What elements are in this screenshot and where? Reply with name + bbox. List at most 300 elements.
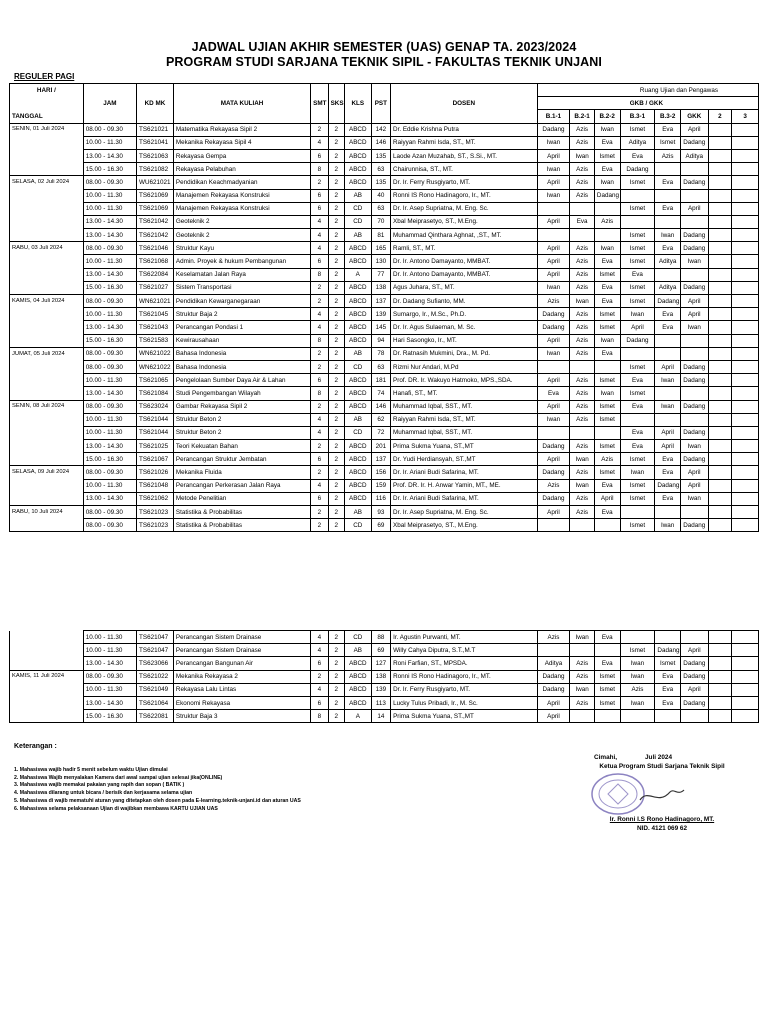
cell-dosen: Dr. Ir. Ferry Rusgiyarto, MT. xyxy=(391,683,538,696)
cell-room-2 xyxy=(708,644,732,657)
cell-room-3 xyxy=(732,696,759,709)
table-row xyxy=(10,683,759,696)
header-pst: PST xyxy=(371,84,390,124)
cell-kls: ABCD xyxy=(344,308,371,321)
cell-room-3 xyxy=(732,519,759,532)
cell-jam: 08.00 - 09.30 xyxy=(83,670,136,683)
cell-pst: 127 xyxy=(371,657,390,670)
cell-sks: 2 xyxy=(328,295,344,308)
cell-room-b22: Iwan xyxy=(594,334,620,347)
cell-room-b11: Iwan xyxy=(537,347,570,360)
cell-day xyxy=(10,136,84,149)
cell-room-b21: Iwan xyxy=(570,631,595,644)
cell-mata-kuliah: Keselamatan Jalan Raya xyxy=(173,268,310,281)
cell-smt: 2 xyxy=(311,123,328,136)
cell-room-b22: Ismet xyxy=(594,440,620,453)
cell-smt: 8 xyxy=(311,163,328,176)
cell-sks: 2 xyxy=(328,215,344,228)
cell-kls: CD xyxy=(344,519,371,532)
cell-room-b31 xyxy=(620,413,655,426)
cell-kls: ABCD xyxy=(344,163,371,176)
cell-sks: 2 xyxy=(328,202,344,215)
header-ruang-ujian: Ruang Ujian dan Pengawas xyxy=(537,84,758,97)
cell-room-b32: Iwan xyxy=(655,374,681,387)
schedule-table xyxy=(9,83,759,532)
header-room: B.1-1 xyxy=(537,110,570,123)
cell-room-b32: Eva xyxy=(655,696,681,709)
cell-room-b32: Eva xyxy=(655,492,681,505)
cell-sks: 2 xyxy=(328,670,344,683)
cell-sks: 2 xyxy=(328,387,344,400)
cell-room-gkk xyxy=(680,334,708,347)
cell-room-3 xyxy=(732,506,759,519)
cell-room-b32: Iwan xyxy=(655,519,681,532)
cell-room-b31: Iwan xyxy=(620,657,655,670)
cell-dosen: Sumargo, Ir., M.Sc., Ph.D. xyxy=(391,308,538,321)
cell-pst: 63 xyxy=(371,360,390,373)
cell-room-2 xyxy=(708,295,732,308)
cell-pst: 139 xyxy=(371,683,390,696)
cell-room-b21: Azis xyxy=(570,347,595,360)
cell-room-b11: Iwan xyxy=(537,413,570,426)
cell-sks: 2 xyxy=(328,334,344,347)
header-room: 3 xyxy=(732,110,759,123)
cell-jam: 13.00 - 14.30 xyxy=(83,657,136,670)
cell-room-b21: Eva xyxy=(570,215,595,228)
cell-jam: 08.00 - 09.30 xyxy=(83,400,136,413)
table-row xyxy=(10,644,759,657)
sign-date: Juli 2024 xyxy=(645,754,673,761)
cell-room-3 xyxy=(732,453,759,466)
cell-mata-kuliah: Statistika & Probabilitas xyxy=(173,506,310,519)
schedule-table-continued xyxy=(9,630,759,723)
cell-pst: 69 xyxy=(371,644,390,657)
cell-smt: 2 xyxy=(311,281,328,294)
cell-smt: 4 xyxy=(311,426,328,439)
cell-pst: 146 xyxy=(371,136,390,149)
cell-dosen: Xbal Meiprasetyo, ST., M.Eng. xyxy=(391,519,538,532)
cell-room-b21: Azis xyxy=(570,281,595,294)
table-row xyxy=(10,255,759,268)
cell-room-b31: Iwan xyxy=(620,670,655,683)
cell-smt: 6 xyxy=(311,189,328,202)
cell-pst: 156 xyxy=(371,466,390,479)
cell-room-2 xyxy=(708,400,732,413)
cell-day xyxy=(10,519,84,532)
cell-pst: 137 xyxy=(371,453,390,466)
cell-room-b22: Ismet xyxy=(594,149,620,162)
cell-room-b32: Eva xyxy=(655,123,681,136)
cell-room-gkk xyxy=(680,163,708,176)
sign-place: Cimahi, xyxy=(594,754,618,761)
cell-room-3 xyxy=(732,347,759,360)
cell-room-b31: Iwan xyxy=(620,696,655,709)
cell-room-b22: Iwan xyxy=(594,176,620,189)
cell-room-b21 xyxy=(570,426,595,439)
cell-jam: 10.00 - 11.30 xyxy=(83,644,136,657)
cell-room-b21: Azis xyxy=(570,308,595,321)
cell-sks: 2 xyxy=(328,413,344,426)
cell-room-b32: Eva xyxy=(655,176,681,189)
cell-day xyxy=(10,149,84,162)
cell-kdmk: TS622084 xyxy=(137,268,174,281)
cell-room-b11: Dadang xyxy=(537,440,570,453)
cell-room-b21: Azis xyxy=(570,163,595,176)
cell-room-gkk: Dadang xyxy=(680,242,708,255)
cell-room-gkk: Dadang xyxy=(680,176,708,189)
cell-room-gkk xyxy=(680,189,708,202)
sign-nid: NID. 4121 069 62 xyxy=(636,825,688,832)
cell-jam: 13.00 - 14.30 xyxy=(83,492,136,505)
cell-room-3 xyxy=(732,644,759,657)
cell-room-b32: Dadang xyxy=(655,295,681,308)
table-row xyxy=(10,506,759,519)
table-row xyxy=(10,242,759,255)
cell-room-3 xyxy=(732,413,759,426)
cell-mata-kuliah: Bahasa Indonesia xyxy=(173,360,310,373)
keterangan-item: 2. Mahasiswa Wajib menyalakan Kamera dari awal sampai ujian selesai jika(ONLINE) xyxy=(14,774,223,781)
cell-room-b21: Iwan xyxy=(570,479,595,492)
cell-room-b22: Ismet xyxy=(594,400,620,413)
cell-room-b32: April xyxy=(655,426,681,439)
cell-room-gkk xyxy=(680,268,708,281)
cell-day xyxy=(10,387,84,400)
header-kdmk: KD MK xyxy=(137,84,174,124)
cell-room-b31: April xyxy=(620,321,655,334)
cell-room-b31 xyxy=(620,347,655,360)
keterangan-item: 3. Mahasiswa wajib memakai pakaian yang rapih dan sopan ( BATIK ) xyxy=(14,782,185,789)
cell-sks: 2 xyxy=(328,631,344,644)
cell-kdmk: WU621021 xyxy=(137,176,174,189)
header-room: B.3-2 xyxy=(655,110,681,123)
cell-kdmk: TS622081 xyxy=(137,710,174,723)
cell-room-b21: Azis xyxy=(570,189,595,202)
cell-sks: 2 xyxy=(328,163,344,176)
cell-sks: 2 xyxy=(328,374,344,387)
cell-kls: ABCD xyxy=(344,242,371,255)
cell-room-b31: Ismet xyxy=(620,295,655,308)
cell-room-2 xyxy=(708,696,732,709)
cell-room-b31: Iwan xyxy=(620,308,655,321)
table-row xyxy=(10,492,759,505)
cell-pst: 201 xyxy=(371,440,390,453)
cell-sks: 2 xyxy=(328,453,344,466)
cell-dosen: Hanafi, ST., MT. xyxy=(391,387,538,400)
cell-day xyxy=(10,255,84,268)
cell-room-b21: Iwan xyxy=(570,295,595,308)
cell-room-b21 xyxy=(570,360,595,373)
table-row xyxy=(10,308,759,321)
cell-room-b32: Eva xyxy=(655,466,681,479)
cell-room-b11: April xyxy=(537,149,570,162)
cell-room-2 xyxy=(708,440,732,453)
cell-sks: 2 xyxy=(328,123,344,136)
cell-pst: 77 xyxy=(371,268,390,281)
table-row xyxy=(10,440,759,453)
cell-room-b21 xyxy=(570,519,595,532)
cell-room-b22: Iwan xyxy=(594,387,620,400)
cell-kls: ABCD xyxy=(344,255,371,268)
cell-sks: 2 xyxy=(328,308,344,321)
cell-room-b11: April xyxy=(537,374,570,387)
cell-room-gkk: Iwan xyxy=(680,492,708,505)
cell-day xyxy=(10,215,84,228)
cell-kdmk: TS621049 xyxy=(137,683,174,696)
table-row xyxy=(10,387,759,400)
cell-room-2 xyxy=(708,321,732,334)
table-row xyxy=(10,631,759,644)
cell-kls: ABCD xyxy=(344,400,371,413)
cell-room-3 xyxy=(732,268,759,281)
cell-room-2 xyxy=(708,149,732,162)
table-row xyxy=(10,710,759,723)
cell-room-3 xyxy=(732,670,759,683)
table-row xyxy=(10,519,759,532)
keterangan-title: Keterangan : xyxy=(14,743,57,750)
cell-room-b22: Ismet xyxy=(594,268,620,281)
cell-room-gkk: Iwan xyxy=(680,255,708,268)
cell-mata-kuliah: Perancangan Sistem Drainase xyxy=(173,631,310,644)
header-jam: JAM xyxy=(83,84,136,124)
cell-room-3 xyxy=(732,440,759,453)
cell-room-b22 xyxy=(594,202,620,215)
cell-room-b31: Dadang xyxy=(620,163,655,176)
cell-jam: 08.00 - 09.30 xyxy=(83,123,136,136)
cell-room-b11: April xyxy=(537,176,570,189)
cell-sks: 2 xyxy=(328,229,344,242)
cell-room-b31 xyxy=(620,215,655,228)
cell-kdmk: WN621022 xyxy=(137,347,174,360)
cell-sks: 2 xyxy=(328,321,344,334)
cell-room-3 xyxy=(732,710,759,723)
section-label: REGULER PAGI xyxy=(14,72,75,81)
cell-day: SENIN, 01 Juli 2024 xyxy=(10,123,84,136)
cell-room-b21: Azis xyxy=(570,440,595,453)
cell-smt: 4 xyxy=(311,215,328,228)
cell-mata-kuliah: Sistem Transportasi xyxy=(173,281,310,294)
cell-room-b32: Ismet xyxy=(655,136,681,149)
cell-room-gkk: April xyxy=(681,644,709,657)
cell-kdmk: TS621022 xyxy=(137,670,174,683)
cell-sks: 2 xyxy=(328,176,344,189)
cell-jam: 15.00 - 16.30 xyxy=(83,281,136,294)
cell-room-b31 xyxy=(620,631,655,644)
cell-pst: 63 xyxy=(371,163,390,176)
cell-kls: AB xyxy=(344,506,371,519)
cell-room-2 xyxy=(708,453,732,466)
cell-room-3 xyxy=(732,426,759,439)
cell-kls: ABCD xyxy=(344,440,371,453)
cell-room-2 xyxy=(708,308,732,321)
cell-room-3 xyxy=(732,149,759,162)
cell-smt: 4 xyxy=(311,479,328,492)
cell-room-3 xyxy=(732,255,759,268)
cell-room-b31: Ismet xyxy=(620,479,655,492)
cell-kdmk: TS621027 xyxy=(137,281,174,294)
cell-kdmk: TS621044 xyxy=(137,413,174,426)
cell-room-b21 xyxy=(570,202,595,215)
cell-room-b21: Azis xyxy=(570,387,595,400)
cell-sks: 2 xyxy=(328,710,344,723)
cell-sks: 2 xyxy=(328,242,344,255)
cell-jam: 08.00 - 09.30 xyxy=(83,466,136,479)
keterangan-item: 4. Mahasiswa dilarang untuk bicara / berisik dan kerjasama selama ujian xyxy=(14,790,193,797)
cell-smt: 8 xyxy=(311,710,328,723)
cell-kdmk: TS621063 xyxy=(137,149,174,162)
cell-room-b22: Ismet xyxy=(594,670,620,683)
table-row xyxy=(10,334,759,347)
cell-room-b31: Ismet xyxy=(620,387,655,400)
cell-room-b22: Ismet xyxy=(594,696,620,709)
cell-room-gkk: Dadang xyxy=(680,229,708,242)
cell-day xyxy=(10,374,84,387)
cell-mata-kuliah: Kewirausahaan xyxy=(173,334,310,347)
cell-room-b31: Ismet xyxy=(620,176,655,189)
cell-pst: 142 xyxy=(371,123,390,136)
cell-room-2 xyxy=(708,229,732,242)
cell-smt: 2 xyxy=(311,176,328,189)
cell-dosen: Muhammad Iqbal, SST., MT. xyxy=(391,426,538,439)
cell-kdmk: TS621043 xyxy=(137,321,174,334)
cell-room-b31: Ismet xyxy=(620,242,655,255)
cell-dosen: Roni Farfian, ST., MPSDA. xyxy=(391,657,538,670)
cell-kls: CD xyxy=(344,426,371,439)
cell-day: SELASA, 09 Juli 2024 xyxy=(10,466,84,479)
cell-dosen: Prof. DR. Ir. H. Anwar Yamin, MT., ME. xyxy=(391,479,538,492)
cell-room-b11 xyxy=(537,202,570,215)
cell-room-b32 xyxy=(655,347,681,360)
cell-pst: 62 xyxy=(371,413,390,426)
cell-kdmk: TS621047 xyxy=(137,631,174,644)
cell-room-b32 xyxy=(655,710,681,723)
cell-jam: 08.00 - 09.30 xyxy=(83,347,136,360)
cell-sks: 2 xyxy=(328,492,344,505)
cell-pst: 137 xyxy=(371,295,390,308)
cell-smt: 4 xyxy=(311,644,328,657)
header-room: B.3-1 xyxy=(620,110,655,123)
cell-kdmk: TS621041 xyxy=(137,136,174,149)
table-row xyxy=(10,670,759,683)
cell-room-b32: April xyxy=(655,440,681,453)
cell-jam: 10.00 - 11.30 xyxy=(83,255,136,268)
document-title-line2: PROGRAM STUDI SARJANA TEKNIK SIPIL - FAKULTAS TEKNIK UNJANI xyxy=(165,55,602,69)
cell-pst: 63 xyxy=(371,202,390,215)
cell-sks: 2 xyxy=(328,281,344,294)
cell-room-2 xyxy=(708,683,732,696)
cell-day xyxy=(10,696,84,709)
cell-jam: 15.00 - 16.30 xyxy=(83,163,136,176)
cell-day xyxy=(10,657,84,670)
cell-room-b11: Azis xyxy=(537,295,570,308)
keterangan-item: 5. Mahasiswa di wajib mematuhi aturan yang ditetapkan oleh dosen pada E-learning.teknik-unjani.id dan aturan UAS xyxy=(14,797,301,804)
cell-kls: ABCD xyxy=(345,696,372,709)
cell-room-2 xyxy=(708,268,732,281)
cell-pst: 135 xyxy=(371,149,390,162)
cell-mata-kuliah: Matematika Rekayasa Sipil 2 xyxy=(173,123,310,136)
cell-kdmk: WN621022 xyxy=(137,360,174,373)
cell-room-b21: Azis xyxy=(570,334,595,347)
cell-kdmk: TS621046 xyxy=(137,242,174,255)
cell-room-b32: Eva xyxy=(655,453,681,466)
cell-smt: 8 xyxy=(311,387,328,400)
cell-room-b22: April xyxy=(594,492,620,505)
cell-room-2 xyxy=(708,374,732,387)
cell-mata-kuliah: Rekayasa Lalu Lintas xyxy=(173,683,310,696)
cell-room-b32 xyxy=(655,189,681,202)
cell-day xyxy=(10,163,84,176)
cell-day xyxy=(10,308,84,321)
cell-room-b31: Iwan xyxy=(620,466,655,479)
table-row xyxy=(10,479,759,492)
cell-room-b32: Iwan xyxy=(655,229,681,242)
cell-room-2 xyxy=(708,176,732,189)
sign-role: Ketua Program Studi Sarjana Teknik Sipil xyxy=(599,763,725,770)
cell-jam: 10.00 - 11.30 xyxy=(83,413,136,426)
cell-jam: 13.00 - 14.30 xyxy=(83,268,136,281)
cell-room-b21: Azis xyxy=(570,123,595,136)
cell-room-2 xyxy=(708,163,732,176)
cell-kls: ABCD xyxy=(344,374,371,387)
cell-dosen: Dr. Eddie Krishna Putra xyxy=(391,123,538,136)
cell-jam: 10.00 - 11.30 xyxy=(83,308,136,321)
cell-mata-kuliah: Manajemen Rekayasa Konstruksi xyxy=(173,202,310,215)
cell-kdmk: TS621082 xyxy=(137,163,174,176)
cell-room-b21 xyxy=(570,644,595,657)
cell-day xyxy=(10,189,84,202)
cell-sks: 2 xyxy=(328,506,344,519)
header-room: 2 xyxy=(708,110,732,123)
cell-dosen: Ir. Agustin Purwanti, MT. xyxy=(391,631,538,644)
cell-room-b11: Dadang xyxy=(537,308,570,321)
cell-room-gkk: April xyxy=(680,466,708,479)
cell-room-b32 xyxy=(655,506,681,519)
cell-room-2 xyxy=(708,387,732,400)
cell-room-b31: Eva xyxy=(620,374,655,387)
cell-jam: 08.00 - 09.30 xyxy=(83,360,136,373)
cell-smt: 8 xyxy=(311,334,328,347)
cell-room-b11 xyxy=(537,426,570,439)
cell-dosen: Hari Sasongko, Ir., MT. xyxy=(391,334,538,347)
cell-room-b31: Dadang xyxy=(620,334,655,347)
cell-mata-kuliah: Pengelolaan Sumber Daya Air & Lahan xyxy=(173,374,310,387)
sign-name: Ir. Ronni I.S Rono Hadinagoro, MT. xyxy=(609,816,715,823)
cell-day xyxy=(10,631,84,644)
cell-pst: 113 xyxy=(371,696,390,709)
cell-smt: 6 xyxy=(311,374,328,387)
cell-smt: 4 xyxy=(311,242,328,255)
cell-day xyxy=(10,281,84,294)
cell-room-2 xyxy=(708,479,732,492)
keterangan-item: 1. Mahasiswa wajib hadir 5 menit sebelum waktu Ujian dimulai xyxy=(14,767,168,773)
cell-mata-kuliah: Pendidikan Keachmadyanian xyxy=(173,176,310,189)
cell-day xyxy=(10,683,84,696)
cell-room-gkk: Dadang xyxy=(681,696,709,709)
cell-room-3 xyxy=(732,163,759,176)
cell-room-b11: April xyxy=(537,242,570,255)
cell-jam: 08.00 - 09.30 xyxy=(83,242,136,255)
cell-room-gkk: April xyxy=(680,308,708,321)
cell-dosen: Lucky Tulus Pribadi, Ir., M. Sc. xyxy=(391,696,538,709)
cell-sks: 2 xyxy=(328,426,344,439)
table-row xyxy=(10,426,759,439)
cell-room-3 xyxy=(732,360,759,373)
cell-mata-kuliah: Bahasa Indonesia xyxy=(173,347,310,360)
cell-room-3 xyxy=(732,202,759,215)
cell-kls: A xyxy=(344,268,371,281)
cell-room-b22: Iwan xyxy=(594,242,620,255)
cell-pst: 74 xyxy=(371,387,390,400)
cell-day: JUMAT, 05 Juli 2024 xyxy=(10,347,84,360)
